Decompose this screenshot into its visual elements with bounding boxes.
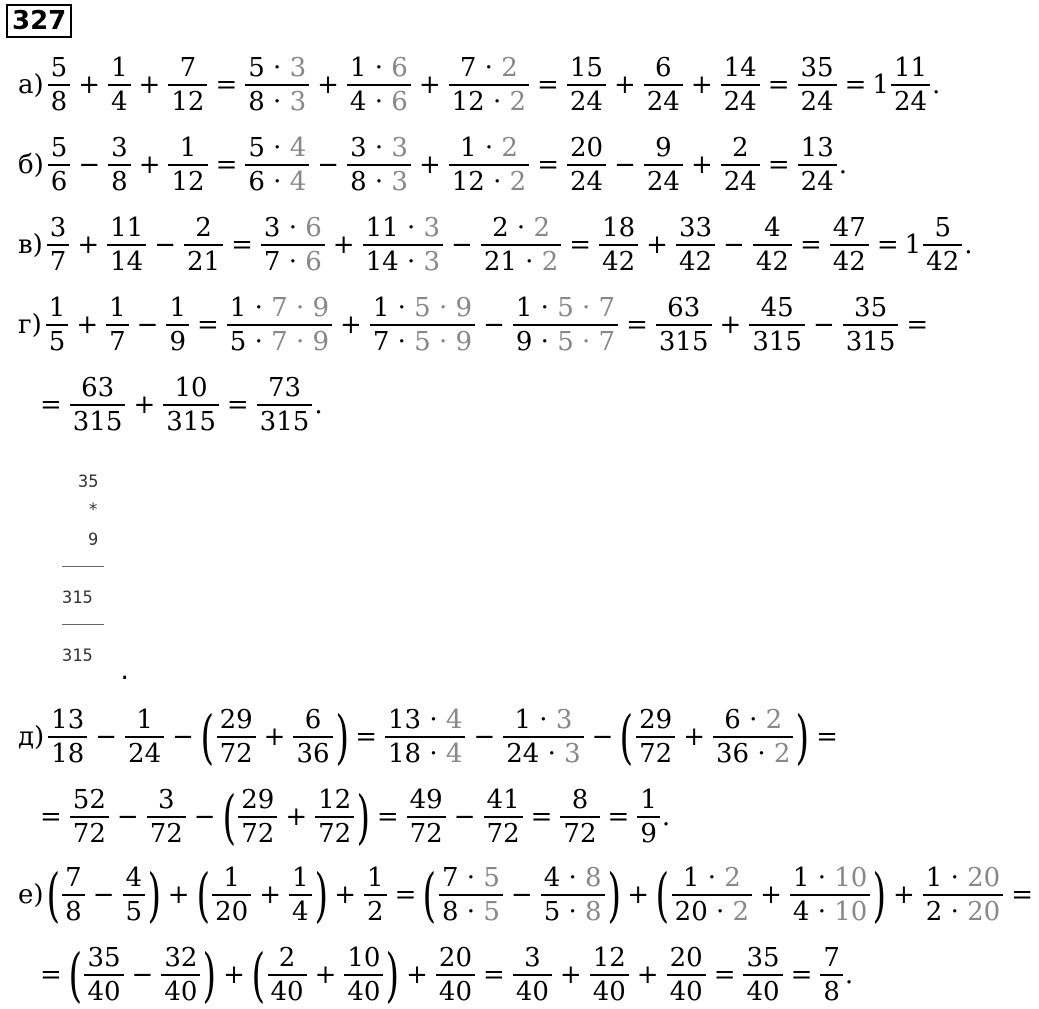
- line-g-cont: = $\frac{63}{315}$ + $\frac{10}{315}$ = $\frac{73}{315}$ .: [40, 373, 323, 437]
- fraction: $\frac{5 \cdot 3}{8 \cdot 3}$: [245, 52, 309, 118]
- fraction: $\frac{20}{24}$: [567, 132, 606, 198]
- fraction: $\frac{12}{72}$: [315, 784, 354, 850]
- fraction: $\frac{33}{42}$: [676, 212, 715, 278]
- fraction: $\frac{3}{40}$: [513, 942, 552, 1008]
- fraction: $\frac{2 \cdot 2}{21 \cdot 2}$: [481, 212, 561, 278]
- fraction: $\frac{2}{21}$: [184, 212, 223, 278]
- line-e: е) ( $\frac{7}{8}$ − $\frac{4}{5}$ ) + ( $\frac{1}{20}$ + $\frac{1}{4}$ ) + $\frac{1}{2}$ = ( $\frac{7 \cdot 5}{8 \cdot 5}$ − $\frac{4 \cdot 8}{5 \cdot 8}$ ) + ( $\frac{1 \cdot 2}{20 \cdot 2}$ + $\frac{1 \cdot 10}{4 \cdot 10}$ ) + $\frac{1 \cdot 20}{2 \cdot 20}$ =: [18, 861, 1033, 929]
- fraction: $\frac{32}{40}$: [161, 942, 200, 1008]
- fraction: $\frac{73}{315}$: [257, 372, 313, 438]
- fraction: $\frac{13}{24}$: [798, 132, 837, 198]
- fraction: $\frac{18}{42}$: [599, 212, 638, 278]
- fraction: $\frac{1 \cdot 5 \cdot 9}{7 \cdot 5 \cdot 9}$: [370, 292, 475, 358]
- label-b: б): [18, 150, 44, 180]
- fraction: $\frac{8}{72}$: [560, 784, 599, 850]
- fraction: $\frac{45}{315}$: [749, 292, 805, 358]
- fraction: $\frac{1}{7}$: [106, 292, 129, 358]
- fraction: $\frac{35}{24}$: [798, 52, 837, 118]
- fraction: $\frac{12}{40}$: [590, 942, 629, 1008]
- fraction: $\frac{1 \cdot 20}{2 \cdot 20}$: [923, 862, 1003, 928]
- fraction: $\frac{20}{40}$: [667, 942, 706, 1008]
- fraction: $\frac{35}{315}$: [843, 292, 899, 358]
- fraction: $\frac{11}{24}$: [891, 52, 930, 118]
- label-g: г): [18, 310, 42, 340]
- fraction: $\frac{5}{42}$: [923, 212, 962, 278]
- fraction: $\frac{1}{9}$: [166, 292, 189, 358]
- label-e: е): [18, 880, 44, 910]
- fraction: $\frac{1}{4}$: [108, 52, 131, 118]
- fraction: $\frac{7 \cdot 5}{8 \cdot 5}$: [439, 862, 503, 928]
- label-a: а): [18, 70, 44, 100]
- fraction: $\frac{1}{5}$: [46, 292, 69, 358]
- fraction: $\frac{1 \cdot 2}{12 \cdot 2}$: [449, 132, 529, 198]
- fraction: $\frac{20}{40}$: [436, 942, 475, 1008]
- fraction: $\frac{6}{24}$: [644, 52, 683, 118]
- fraction: $\frac{15}{24}$: [567, 52, 606, 118]
- fraction: $\frac{49}{72}$: [407, 784, 446, 850]
- fraction: $\frac{63}{315}$: [70, 372, 126, 438]
- fraction: $\frac{29}{72}$: [217, 704, 256, 770]
- fraction: $\frac{4}{5}$: [123, 862, 146, 928]
- line-v: в) $\frac{3}{7}$ + $\frac{11}{14}$ − $\frac{2}{21}$ = $\frac{3 \cdot 6}{7 \cdot 6}$ + $\frac{11 \cdot 3}{14 \cdot 3}$ − $\frac{2 \cdot 2}{21 \cdot 2}$ = $\frac{18}{42}$ + $\frac{33}{42}$ − $\frac{4}{42}$ = $\frac{47}{42}$ = 1 $\frac{5}{42}$ .: [18, 213, 973, 277]
- fraction: $\frac{1}{2}$: [364, 862, 387, 928]
- fraction: $\frac{10}{40}$: [344, 942, 383, 1008]
- fraction: $\frac{11}{14}$: [107, 212, 146, 278]
- fraction: $\frac{29}{72}$: [238, 784, 277, 850]
- calc-result-2: 315: [62, 646, 93, 666]
- fraction: $\frac{1 \cdot 2}{20 \cdot 2}$: [672, 862, 752, 928]
- fraction: $\frac{5 \cdot 4}{6 \cdot 4}$: [245, 132, 309, 198]
- fraction: $\frac{14}{24}$: [721, 52, 760, 118]
- fraction: $\frac{3}{72}$: [147, 784, 186, 850]
- fraction: $\frac{6}{36}$: [293, 704, 332, 770]
- calc-operand-a: 35: [78, 472, 99, 492]
- fraction: $\frac{10}{315}$: [163, 372, 219, 438]
- fraction: $\frac{47}{42}$: [830, 212, 869, 278]
- fraction: $\frac{3 \cdot 6}{7 \cdot 6}$: [261, 212, 325, 278]
- fraction: $\frac{5}{6}$: [48, 132, 71, 198]
- label-d: д): [18, 722, 45, 752]
- fraction: $\frac{7}{12}$: [168, 52, 207, 118]
- calc-dot: .: [118, 660, 132, 685]
- fraction: $\frac{3 \cdot 3}{8 \cdot 3}$: [347, 132, 411, 198]
- line-e-cont: = ( $\frac{35}{40}$ − $\frac{32}{40}$ ) + ( $\frac{2}{40}$ + $\frac{10}{40}$ ) + $\frac{20}{40}$ = $\frac{3}{40}$ + $\frac{12}{40}$ + $\frac{20}{40}$ = $\frac{35}{40}$ = $\frac{7}{8}$ .: [40, 941, 854, 1009]
- fraction: $\frac{1}{9}$: [637, 784, 660, 850]
- line-g: г) $\frac{1}{5}$ + $\frac{1}{7}$ − $\frac{1}{9}$ = $\frac{1 \cdot 7 \cdot 9}{5 \cdot 7 \cdot 9}$ + $\frac{1 \cdot 5 \cdot 9}{7 \cdot 5 \cdot 9}$ − $\frac{1 \cdot 5 \cdot 7}{9 \cdot 5 \cdot 7}$ = $\frac{63}{315}$ + $\frac{45}{315}$ − $\frac{35}{315}$ =: [18, 293, 929, 357]
- fraction: $\frac{52}{72}$: [70, 784, 109, 850]
- fraction: $\frac{1 \cdot 6}{4 \cdot 6}$: [347, 52, 411, 118]
- fraction: $\frac{1}{12}$: [168, 132, 207, 198]
- fraction: $\frac{29}{72}$: [636, 704, 675, 770]
- fraction: $\frac{2}{24}$: [721, 132, 760, 198]
- fraction: $\frac{4}{42}$: [753, 212, 792, 278]
- line-a: а) $\frac{5}{8}$ + $\frac{1}{4}$ + $\frac{7}{12}$ = $\frac{5 \cdot 3}{8 \cdot 3}$ + $\frac{1 \cdot 6}{4 \cdot 6}$ + $\frac{7 \cdot 2}{12 \cdot 2}$ = $\frac{15}{24}$ + $\frac{6}{24}$ + $\frac{14}{24}$ = $\frac{35}{24}$ = 1 $\frac{11}{24}$ .: [18, 53, 941, 117]
- fraction: $\frac{5}{8}$: [48, 52, 71, 118]
- fraction: $\frac{35}{40}$: [84, 942, 123, 1008]
- fraction: $\frac{1 \cdot 7 \cdot 9}{5 \cdot 7 \cdot 9}$: [227, 292, 332, 358]
- calc-rule: [62, 566, 104, 567]
- fraction: $\frac{1 \cdot 5 \cdot 7}{9 \cdot 5 \cdot 7}$: [513, 292, 618, 358]
- fraction: $\frac{3}{8}$: [108, 132, 131, 198]
- fraction: $\frac{41}{72}$: [484, 784, 523, 850]
- fraction: $\frac{1}{24}$: [125, 704, 164, 770]
- fraction: $\frac{63}{315}$: [656, 292, 712, 358]
- line-b: б) $\frac{5}{6}$ − $\frac{3}{8}$ + $\frac{1}{12}$ = $\frac{5 \cdot 4}{6 \cdot 4}$ − $\frac{3 \cdot 3}{8 \cdot 3}$ + $\frac{1 \cdot 2}{12 \cdot 2}$ = $\frac{20}{24}$ − $\frac{9}{24}$ + $\frac{2}{24}$ = $\frac{13}{24}$ .: [18, 133, 848, 197]
- fraction: $\frac{3}{7}$: [47, 212, 70, 278]
- calc-operator: *: [88, 500, 99, 520]
- calc-result-1: 315: [62, 588, 93, 608]
- fraction: $\frac{1 \cdot 3}{24 \cdot 3}$: [503, 704, 583, 770]
- fraction: $\frac{7 \cdot 2}{12 \cdot 2}$: [449, 52, 529, 118]
- fraction: $\frac{35}{40}$: [743, 942, 782, 1008]
- fraction: $\frac{13}{18}$: [48, 704, 87, 770]
- fraction: $\frac{2}{40}$: [268, 942, 307, 1008]
- fraction: $\frac{1}{20}$: [212, 862, 251, 928]
- calc-rule: [62, 624, 104, 625]
- line-d: д) $\frac{13}{18}$ − $\frac{1}{24}$ − ( $\frac{29}{72}$ + $\frac{6}{36}$ ) = $\frac{13 \cdot 4}{18 \cdot 4}$ − $\frac{1 \cdot 3}{24 \cdot 3}$ − ( $\frac{29}{72}$ + $\frac{6 \cdot 2}{36 \cdot 2}$ ) =: [18, 703, 838, 771]
- problem-number: 327: [6, 4, 72, 38]
- fraction: $\frac{11 \cdot 3}{14 \cdot 3}$: [363, 212, 443, 278]
- fraction: $\frac{9}{24}$: [644, 132, 683, 198]
- fraction: $\frac{13 \cdot 4}{18 \cdot 4}$: [385, 704, 465, 770]
- fraction: $\frac{1}{4}$: [289, 862, 312, 928]
- calc-operand-b: 9: [88, 530, 99, 550]
- fraction: $\frac{4 \cdot 8}{5 \cdot 8}$: [541, 862, 605, 928]
- fraction: $\frac{1 \cdot 10}{4 \cdot 10}$: [790, 862, 870, 928]
- line-d-cont: = $\frac{52}{72}$ − $\frac{3}{72}$ − ( $\frac{29}{72}$ + $\frac{12}{72}$ ) = $\frac{49}{72}$ − $\frac{41}{72}$ = $\frac{8}{72}$ = $\frac{1}{9}$ .: [40, 783, 671, 851]
- fraction: $\frac{7}{8}$: [820, 942, 843, 1008]
- fraction: $\frac{7}{8}$: [62, 862, 85, 928]
- fraction: $\frac{6 \cdot 2}{36 \cdot 2}$: [713, 704, 793, 770]
- label-v: в): [18, 230, 43, 260]
